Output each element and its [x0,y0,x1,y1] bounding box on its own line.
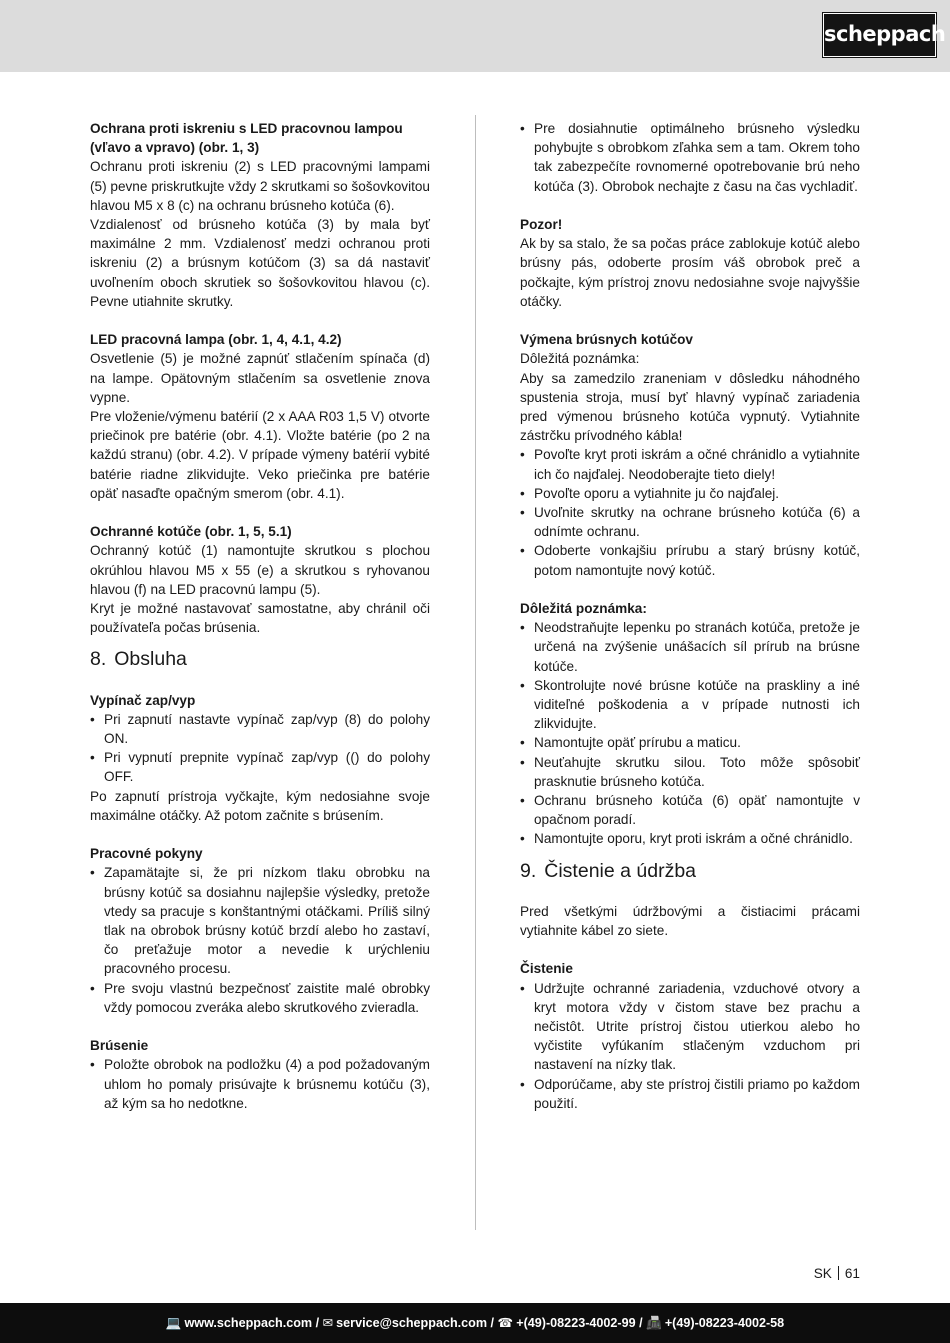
chapter-heading [90,647,430,671]
paragraph: Po zapnutí prístroja vyčkajte, kým nedosiahne svoje maximálne otáčky. Až potom začnite s brúsením. [90,788,430,823]
left-column [90,119,430,1113]
bullet-list [520,979,860,1113]
bullet-icon: • [90,1057,95,1073]
section-heading: Pozor! [520,217,563,232]
list-item: • Namontujte opäť prírubu a maticu. [520,733,860,752]
phone-icon: ☎ [497,1316,514,1330]
bullet-list [90,1055,430,1113]
list-item: • Pre dosiahnutie optimálneho brúsneho výsledku pohybujte s obrobkom zľahka sem a tam. Okrem toho tak zabezpečíte rovnomerné opotrebovanie brú neho kotúča (3). Obrobok nechajte z času na čas vychladiť. [520,121,860,194]
list-item: • Uvoľnite skrutky na ochrane brúsneho kotúča (6) a odnímte ochranu. [520,505,860,540]
list-item: • Položte obrobok na podložku (4) a pod požadovaným uhlom ho pomaly prisúvajte k brúsnemu kotúču (3), až kým sa ho nedotkne. [90,1057,430,1111]
paragraph: Pre vloženie/výmenu batérií (2 x AAA R03 1,5 V) otvorte priečinok pre batérie (obr. 4.1). Vložte batérie (po 2 na každú stranu) (obr. 4.2). V prípade výmeny batérií vybité batérie riadne zlikvidujte. Veko priečinka pre batérie opäť nasaďte opačným smerom (obr. 4.1). [90,409,430,501]
bullet-list [90,710,430,787]
footer-phone: +(49)-08223-4002-99 [516,1316,636,1330]
list-item: • Neuťahujte skrutku silou. Toto môže spôsobiť prasknutie brúsneho kotúča. [520,754,860,789]
paragraph: Ak by sa stalo, že sa počas práce zablokuje kotúč alebo brúsny pás, odoberte prosím váš obrobok preč a počkajte, kým prístroj znovu nedosiahne svoje najvyššie otáčky. [520,236,860,309]
section-heading: Výmena brúsnych kotúčov [520,332,693,348]
section-heading: Ochrana proti iskreniu s LED pracovnou lampou (vľavo a vpravo) (obr. 1, 3) [90,121,403,156]
footer-bar: 💻 www.scheppach.com / ✉ service@scheppach.com / ☎ +(49)-08223-4002-99 / 📠 +(49)-08223-4002-58 [0,1303,950,1343]
chapter-number: 8. [90,648,107,671]
paragraph: Pred všetkými údržbovými a čistiacimi prácami vytiahnite kábel zo siete. [520,903,860,939]
paragraph: Aby sa zamedzilo zraneniam v dôsledku náhodného spustenia stroja, musí byť hlavný vypínač zariadenia pred výmenou brúsneho kotúča vypnutý. Vytiahnite zástrčku prívodného kábla! [520,370,860,444]
list-item: • Odoberte vonkajšiu prírubu a starý brúsny kotúč, potom namontujte nový kotúč. [520,543,860,578]
chapter-title: Obsluha [114,648,187,671]
page-number [814,1266,860,1281]
bullet-icon: • [520,485,525,501]
scheppach-logo: scheppach [823,13,936,57]
section-heading: Pracovné pokyny [90,846,203,862]
computer-icon: 💻 [165,1316,182,1330]
page-number-value: 61 [844,1266,860,1281]
bullet-list [90,863,430,1017]
language-code: SK [813,1266,832,1281]
bullet-icon: • [90,711,95,727]
list-item: • Namontujte oporu, kryt proti iskrám a očné chránidlo. [520,829,860,848]
section-heading: Čistenie [520,961,573,977]
bullet-icon: • [520,1076,525,1092]
list-item: • Povoľte oporu a vytiahnite ju čo najďalej. [520,484,860,503]
bullet-icon: • [90,865,95,881]
bullet-icon: • [520,980,525,996]
bullet-list [520,119,860,196]
section-heading: LED pracovná lampa (obr. 1, 4, 4.1, 4.2) [90,332,342,348]
bullet-icon: • [520,505,525,521]
section-heading: Brúsenie [90,1038,149,1054]
column-divider [475,115,476,1230]
mail-icon: ✉ [322,1316,334,1330]
paragraph: Ochranný kotúč (1) namontujte skrutkou s plochou okrúhlou hlavou M5 x 55 (e) a skrutkou s ryhovanou hlavou (f) na LED pracovnú lampu (5). [90,543,430,597]
paragraph: Osvetlenie (5) je možné zapnúť stlačením spínača (d) na lampe. Opätovným stlačením sa osvetlenie znova vypne. [90,351,430,405]
chapter-number: 9. [520,859,537,882]
list-item: • Pri zapnutí nastavte vypínač zap/vyp (8) do polohy ON. [90,711,430,747]
bullet-icon: • [520,793,525,809]
right-column [520,119,860,1113]
list-item: • Neodstraňujte lepenku po stranách kotúča, pretože je určená na zvýšenie unášacích síl prírub na brúsne kotúče. [520,620,860,674]
bullet-list [520,445,860,579]
bullet-icon: • [520,735,525,751]
section-heading: Ochranné kotúče (obr. 1, 5, 5.1) [90,524,292,540]
section-heading: Dôležitá poznámka: [520,601,647,617]
chapter-title: Čistenie a údržba [544,859,697,882]
bullet-icon: • [520,677,525,693]
fax-icon: 📠 [646,1316,662,1330]
footer-website-link[interactable]: www.scheppach.com [184,1316,313,1330]
list-item: • Skontrolujte nové brúsne kotúče na praskliny a iné viditeľné poškodenia a v prípade nutnosti ich zlikvidujte. [520,677,860,732]
list-item: • Pre svoju vlastnú bezpečnosť zaistite malé obrobky vždy pomocou zveráka alebo skrutkového zvieradla. [90,980,430,1015]
bullet-icon: • [520,121,525,136]
bullet-icon: • [520,754,525,770]
paragraph: Dôležitá poznámka: [520,351,640,367]
list-item: • Udržujte ochranné zariadenia, vzduchové otvory a kryt motora vždy v čistom stave bez prachu a nečistôt. Utrite prístroj čistou utierkou alebo ho vyčistite vyfúkaním stlačeným vzduchom pri nastavení na nízky tlak. [520,980,860,1073]
paragraph: Ochranu proti iskreniu (2) s LED pracovnými lampami (5) pevne priskrutkujte vždy 2 skrutkami so šošovkovitou hlavou M5 x 8 (c) na ochranu brúsneho kotúča (6). [90,159,430,213]
bullet-icon: • [520,620,525,636]
list-item: • Ochranu brúsneho kotúča (6) opäť namontujte v opačnom poradí. [520,793,860,828]
chapter-heading [520,859,860,883]
footer-email-link[interactable]: service@scheppach.com [336,1316,488,1330]
list-item: • Odporúčame, aby ste prístroj čistili priamo po každom použití. [520,1076,860,1111]
paragraph: Vzdialenosť od brúsneho kotúča (3) by mala byť maximálne 2 mm. Vzdialenosť medzi ochranou proti iskreniu (2) a brúsnym kotúčom (3) sa dá nastaviť uvoľnením oboch skrutiek so šošovkovitou hlavou (c). Pevne utiahnite skrutky. [90,217,430,309]
bullet-icon: • [520,447,525,463]
paragraph: Kryt je možné nastavovať samostatne, aby chránil oči používateľa počas brúsenia. [90,601,430,636]
bullet-icon: • [520,543,525,559]
list-item: • Pri vypnutí prepnite vypínač zap/vyp (() do polohy OFF. [90,750,430,785]
list-item: • Zapamätajte si, že pri nízkom tlaku obrobku na brúsny kotúč sa dosiahnu najlepšie výsledky, pretože vtedy sa pracuje s konštantnými otáčkami. Príliš silný tlak na obrobok brúsny kotúč brzdí alebo ho zastaví, čo preťažuje motor a nevedie k urýchleniu pracovného procesu. [90,865,430,977]
bullet-icon: • [520,831,525,847]
section-heading: Vypínač zap/vyp [90,692,196,708]
list-item: • Povoľte kryt proti iskrám a očné chránidlo a vytiahnite ich čo najďalej. Neodoberajte tieto diely! [520,447,860,482]
page-separator [838,1266,839,1280]
bullet-icon: • [90,980,95,996]
header-bar [0,0,950,72]
footer-fax: +(49)-08223-4002-58 [664,1316,785,1330]
bullet-list [520,618,860,848]
bullet-icon: • [90,750,95,766]
